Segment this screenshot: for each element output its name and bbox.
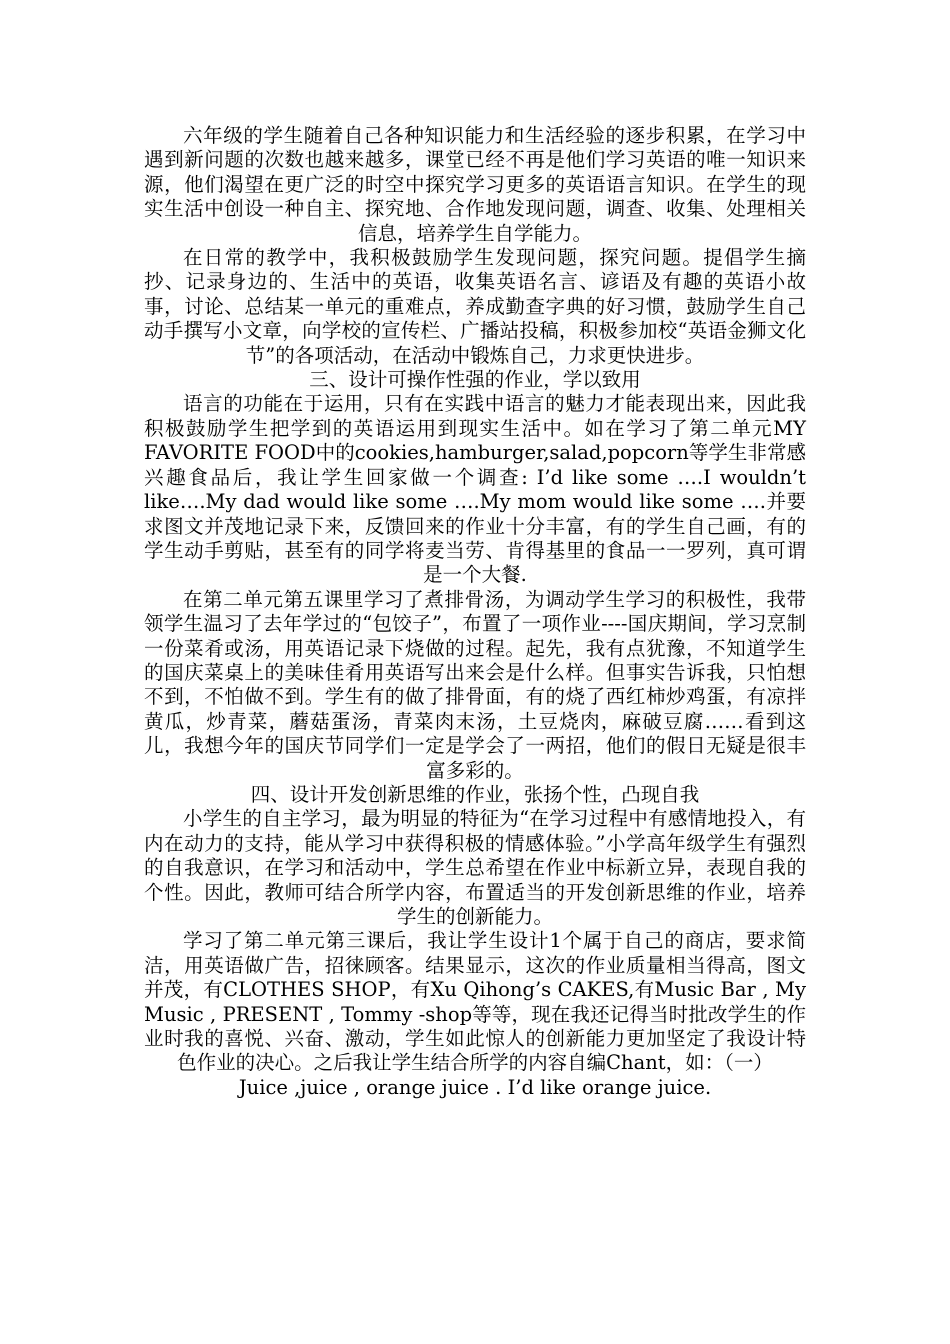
paragraph-2: 在日常的教学中，我积极鼓励学生发现问题，探究问题。提倡学生摘抄、记录身边的、生活中的英语，收集英语名言、谚语及有趣的英语小故事，讨论、总结某一单元的重难点，养成勤查字典的好习惯，鼓励学生自己动手撰写小文章，向学校的宣传栏、广播站投稿，积极参加校“英语金狮文化节”的各项活动，在活动中锻炼自己，力求更快进步。 <box>144 246 806 367</box>
section-heading-4: 四、设计开发创新思维的作业，张扬个性，凸现自我 <box>250 782 700 806</box>
paragraph-3: 语言的功能在于运用，只有在实践中语言的魅力才能表现出来，因此我积极鼓励学生把学到的英语运用到现实生活中。如在学习了第二单元MY FAVORITE FOOD中的cookies,hamburger,salad,popcorn等学生非常感兴趣食品后，我让学生回家做一个调查: I’d like some ….I wouldn’t like….My dad would like some ….My mom would like some ….并要求图文并茂地记录下来，反馈回来的作业十分丰富，有的学生自己画，有的学生动手剪贴，甚至有的同学将麦当劳、肯得基里的食品一一罗列，真可谓是一个大餐. <box>144 392 806 587</box>
paragraph-4: 在第二单元第五课里学习了煮排骨汤，为调动学生学习的积极性，我带领学生温习了去年学过的“包饺子”，布置了一项作业----国庆期间，学习烹制一份菜肴或汤，用英语记录下烧做的过程。起先，我有点犹豫，不知道学生的国庆菜桌上的美味佳肴用英语写出来会是什么样。但事实告诉我，只怕想不到，不怕做不到。学生有的做了排骨面，有的烧了西红柿炒鸡蛋，有凉拌黄瓜，炒青菜，蘑菇蛋汤，青菜肉末汤，土豆烧肉，麻破豆腐……看到这儿，我想今年的国庆节同学们一定是学会了一两招，他们的假日无疑是很丰富多彩的。 <box>144 587 806 782</box>
paragraph-1: 六年级的学生随着自己各种知识能力和生活经验的逐步积累，在学习中遇到新问题的次数也越来越多，课堂已经不再是他们学习英语的唯一知识来源，他们渴望在更广泛的时空中探究学习更多的英语语言知识。在学生的现实生活中创设一种自主、探究地、合作地发现问题，调查、收集、处理相关信息，培养学生自学能力。 <box>144 124 806 245</box>
document-body <box>144 124 806 1100</box>
section-heading-3: 三、设计可操作性强的作业，学以致用 <box>309 368 641 392</box>
paragraph-5: 小学生的自主学习，最为明显的特征为“在学习过程中有感情地投入，有内在动力的支持，能从学习中获得积极的情感体验。”小学高年级学生有强烈的自我意识，在学习和活动中，学生总希望在作业中标新立异，表现自我的个性。因此，教师可结合所学内容，布置适当的开发创新思维的作业，培养学生的创新能力。 <box>144 807 806 928</box>
chant-line: Juice ,juice , orange juice . I’d like orange juice. <box>238 1075 712 1099</box>
paragraph-6: 学习了第二单元第三课后，我让学生设计1个属于自己的商店，要求简洁，用英语做广告，招徕顾客。结果显示，这次的作业质量相当得高，图文并茂，有CLOTHES SHOP，有Xu Qihong’s CAKES,有Music Bar , My Music , PRESENT , Tommy -shop等等，现在我还记得当时批改学生的作业时我的喜悦、兴奋、激动，学生如此惊人的创新能力更加坚定了我设计特色作业的决心。之后我让学生结合所学的内容自编Chant，如：（一） <box>144 929 806 1075</box>
